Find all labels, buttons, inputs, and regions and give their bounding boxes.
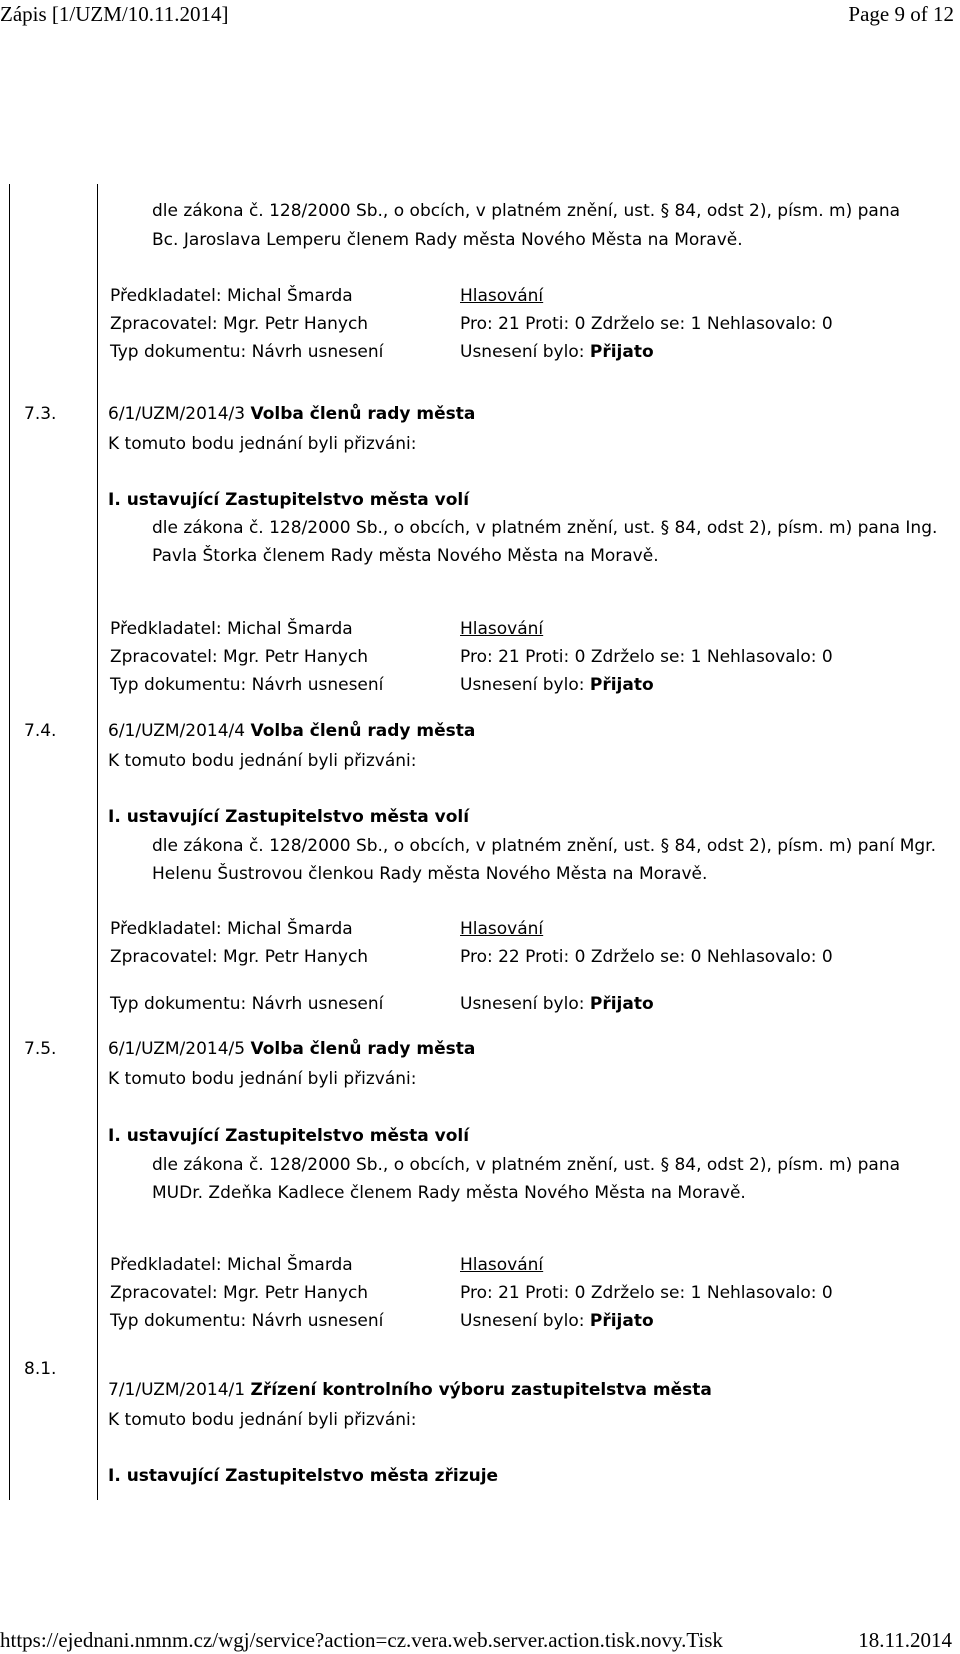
predkladatel: Předkladatel: Michal Šmarda (110, 619, 353, 639)
vote-results: Pro: 21 Proti: 0 Zdrželo se: 1 Nehlasovalo: 0 (460, 647, 833, 667)
resolution-status-value: Přijato (589, 994, 654, 1014)
table-column-divider (97, 184, 98, 1500)
resolution-text-line: Bc. Jaroslava Lemperu členem Rady města Nového Města na Moravě. (152, 230, 743, 250)
document-type: Typ dokumentu: Návrh usnesení (110, 675, 384, 695)
predkladatel: Předkladatel: Michal Šmarda (110, 1255, 353, 1275)
council-establishes: I. ustavující Zastupitelstvo města zřizuje (108, 1466, 499, 1486)
resolution-status: Usnesení bylo: Přijato (460, 1311, 654, 1331)
council-elects: I. ustavující Zastupitelstvo města volí (108, 807, 470, 827)
council-elects: I. ustavující Zastupitelstvo města volí (108, 490, 470, 510)
zpracovatel: Zpracovatel: Mgr. Petr Hanych (110, 647, 369, 667)
resolution-text-line: MUDr. Zdeňka Kadlece členem Rady města Nového Města na Moravě. (152, 1183, 746, 1203)
predkladatel: Předkladatel: Michal Šmarda (110, 919, 353, 939)
predkladatel: Předkladatel: Michal Šmarda (110, 286, 353, 306)
council-elects: I. ustavující Zastupitelstvo města volí (108, 1126, 470, 1146)
vote-results: Pro: 21 Proti: 0 Zdrželo se: 1 Nehlasovalo: 0 (460, 314, 833, 334)
resolution-text-line: dle zákona č. 128/2000 Sb., o obcích, v platném znění, ust. § 84, odst 2), písm. m) paní Mgr. (152, 836, 937, 856)
item-title: 6/1/UZM/2014/4 Volba členů rady města (108, 721, 476, 741)
item-title-text: Zřízení kontrolního výboru zastupitelstva města (250, 1380, 712, 1400)
item-title: 7/1/UZM/2014/1 Zřízení kontrolního výboru zastupitelstva města (108, 1380, 712, 1400)
page-number: Page 9 of 12 (848, 2, 954, 26)
item-number: 7.3. (24, 404, 57, 424)
hlasovani-heading: Hlasování (460, 919, 544, 939)
invited-label: K tomuto bodu jednání byli přizváni: (108, 434, 417, 454)
vote-results: Pro: 21 Proti: 0 Zdrželo se: 1 Nehlasovalo: 0 (460, 1283, 833, 1303)
item-number: 7.4. (24, 721, 57, 741)
item-title-text: Volba členů rady města (250, 1039, 476, 1059)
hlasovani-heading: Hlasování (460, 286, 544, 306)
resolution-status: Usnesení bylo: Přijato (460, 675, 654, 695)
footer-date: 18.11.2014 (858, 1628, 952, 1652)
invited-label: K tomuto bodu jednání byli přizváni: (108, 1410, 417, 1430)
item-title: 6/1/UZM/2014/3 Volba členů rady města (108, 404, 476, 424)
item-number: 7.5. (24, 1039, 57, 1059)
hlasovani-heading: Hlasování (460, 619, 544, 639)
document-type: Typ dokumentu: Návrh usnesení (110, 342, 384, 362)
resolution-text-line: dle zákona č. 128/2000 Sb., o obcích, v platném znění, ust. § 84, odst 2), písm. m) pana (152, 201, 901, 221)
hlasovani-heading: Hlasování (460, 1255, 544, 1275)
resolution-text-line: dle zákona č. 128/2000 Sb., o obcích, v platném znění, ust. § 84, odst 2), písm. m) pana Ing. (152, 518, 938, 538)
item-title-text: Volba členů rady města (250, 404, 476, 424)
resolution-status: Usnesení bylo: Přijato (460, 342, 654, 362)
resolution-status: Usnesení bylo: Přijato (460, 994, 654, 1014)
invited-label: K tomuto bodu jednání byli přizváni: (108, 751, 417, 771)
invited-label: K tomuto bodu jednání byli přizváni: (108, 1069, 417, 1089)
item-title-text: Volba členů rady města (250, 721, 476, 741)
document-type: Typ dokumentu: Návrh usnesení (110, 994, 384, 1014)
zpracovatel: Zpracovatel: Mgr. Petr Hanych (110, 1283, 369, 1303)
footer-url: https://ejednani.nmnm.cz/wgj/service?action=cz.vera.web.server.action.tisk.novy.Tisk (0, 1628, 723, 1652)
resolution-text-line: dle zákona č. 128/2000 Sb., o obcích, v platném znění, ust. § 84, odst 2), písm. m) pana (152, 1155, 901, 1175)
resolution-status-value: Přijato (589, 675, 654, 695)
document-type: Typ dokumentu: Návrh usnesení (110, 1311, 384, 1331)
item-title: 6/1/UZM/2014/5 Volba členů rady města (108, 1039, 476, 1059)
zpracovatel: Zpracovatel: Mgr. Petr Hanych (110, 314, 369, 334)
resolution-status-value: Přijato (589, 342, 654, 362)
page-header-title: Zápis [1/UZM/10.11.2014] (0, 2, 229, 26)
table-left-border (9, 184, 10, 1500)
item-number: 8.1. (24, 1359, 57, 1379)
zpracovatel: Zpracovatel: Mgr. Petr Hanych (110, 947, 369, 967)
resolution-text-line: Helenu Šustrovou členkou Rady města Nového Města na Moravě. (152, 864, 708, 884)
vote-results: Pro: 22 Proti: 0 Zdrželo se: 0 Nehlasovalo: 0 (460, 947, 833, 967)
resolution-text-line: Pavla Štorka členem Rady města Nového Města na Moravě. (152, 546, 659, 566)
resolution-status-value: Přijato (589, 1311, 654, 1331)
